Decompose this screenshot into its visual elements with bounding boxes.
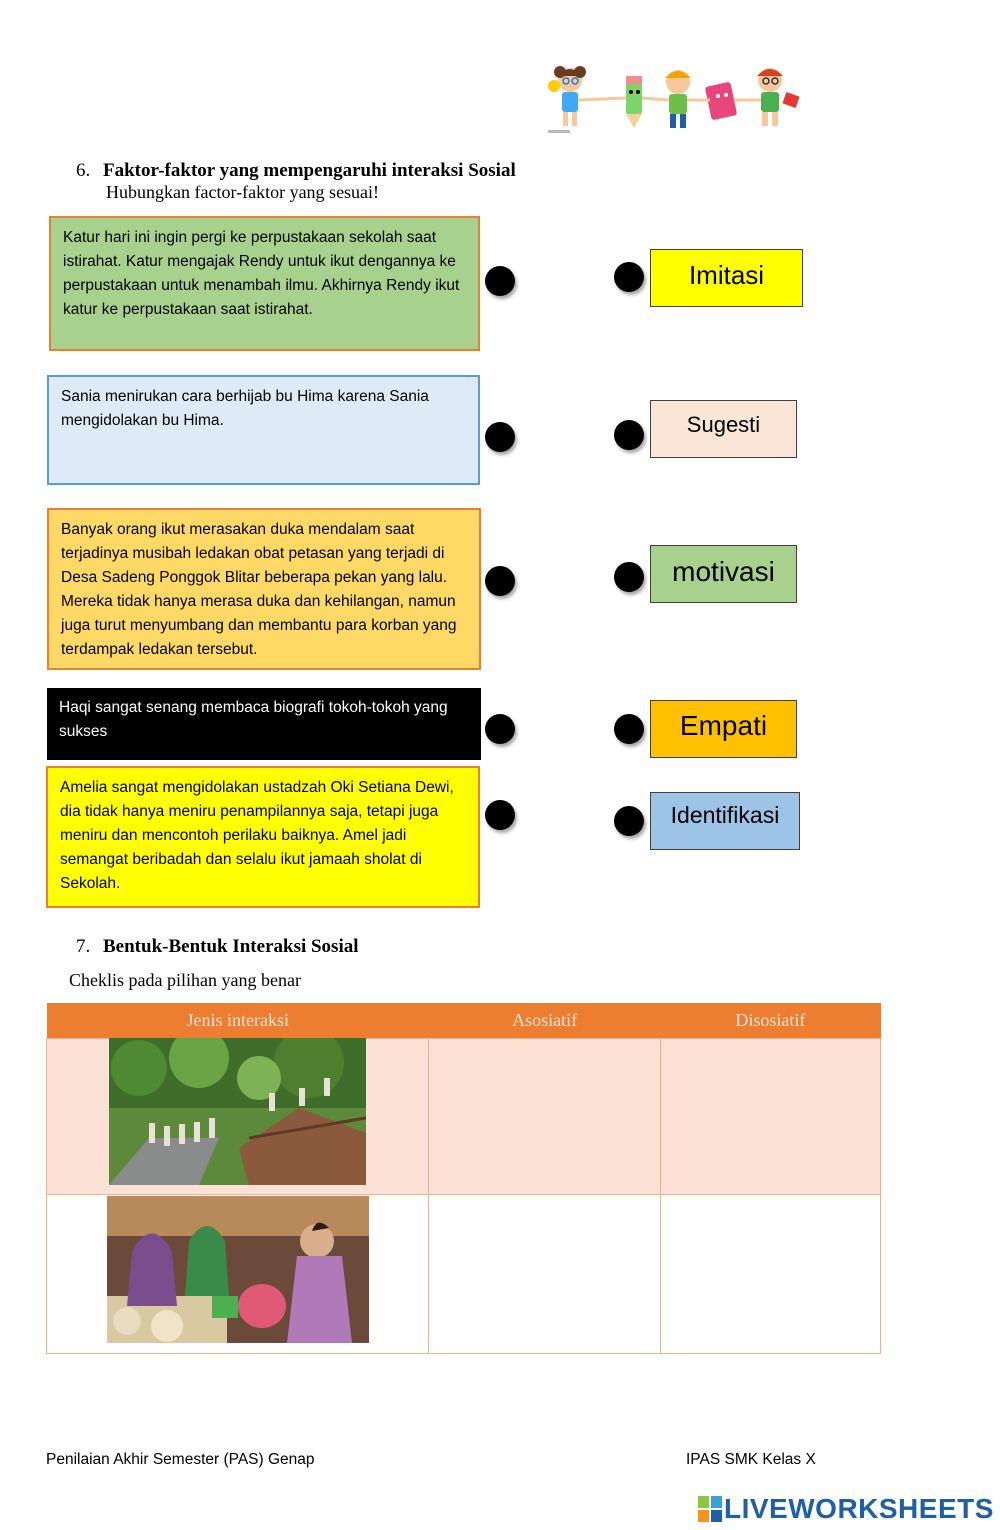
asosiatif-check-cell-2[interactable] xyxy=(429,1195,660,1354)
photo-cell-1 xyxy=(47,1039,429,1195)
statement-card-2 xyxy=(47,375,480,485)
option-motivasi xyxy=(650,545,797,603)
disosiatif-check-cell-1[interactable] xyxy=(660,1039,880,1195)
q6-heading xyxy=(76,160,516,182)
q6-title: Faktor-faktor yang mempengaruhi interaksi Sosial xyxy=(103,160,516,181)
header-disosiatif: Disosiatif xyxy=(660,1003,880,1039)
option-label-2: Sugesti xyxy=(686,412,761,437)
table-row xyxy=(47,1195,881,1354)
statement-text-4: Haqi sangat senang membaca biografi tokoh-tokoh yang sukses xyxy=(59,699,448,740)
liveworksheets-logo xyxy=(698,1493,994,1525)
right-connector-dot-1[interactable] xyxy=(614,262,644,292)
disosiatif-check-cell-2[interactable] xyxy=(660,1195,880,1354)
statement-card-4 xyxy=(47,688,481,760)
q7-heading xyxy=(76,936,359,958)
q7-title: Bentuk-Bentuk Interaksi Sosial xyxy=(103,936,359,957)
photo-cell-2 xyxy=(47,1195,429,1354)
statement-card-3 xyxy=(47,508,481,670)
left-connector-dot-1[interactable] xyxy=(485,266,515,296)
footer-left: Penilaian Akhir Semester (PAS) Genap xyxy=(46,1451,315,1468)
header-jenis: Jenis interaksi xyxy=(47,1003,429,1039)
table-header-row xyxy=(47,1003,881,1039)
option-label-4: Empati xyxy=(679,710,768,741)
right-connector-dot-2[interactable] xyxy=(614,420,644,450)
q7-instruction: Cheklis pada pilihan yang benar xyxy=(69,970,301,990)
interaction-table xyxy=(46,1003,881,1354)
footer-right: IPAS SMK Kelas X xyxy=(686,1451,816,1468)
left-connector-dot-3[interactable] xyxy=(485,566,515,596)
liveworksheets-wordmark: LIVEWORKSHEETS xyxy=(724,1493,994,1524)
asosiatif-check-cell-1[interactable] xyxy=(429,1039,660,1195)
statement-text-2: Sania menirukan cara berhijab bu Hima karena Sania mengidolakan bu Hima. xyxy=(61,388,429,429)
option-label-5: Identifikasi xyxy=(670,801,780,828)
option-sugesti xyxy=(650,400,797,458)
option-label-3: motivasi xyxy=(672,556,775,587)
right-connector-dot-3[interactable] xyxy=(614,562,644,592)
option-label-1: Imitasi xyxy=(688,259,765,290)
q6-number: 6. xyxy=(76,160,91,181)
left-connector-dot-5[interactable] xyxy=(485,800,515,830)
statement-card-5 xyxy=(46,766,480,908)
header-asosiatif: Asosiatif xyxy=(429,1003,660,1039)
option-imitasi xyxy=(650,249,803,307)
q7-number: 7. xyxy=(76,936,91,957)
liveworksheets-badge-icon xyxy=(698,1496,722,1522)
statement-text-3: Banyak orang ikut merasakan duka mendalam saat terjadinya musibah ledakan obat petasan yang terjadi di Desa Sadeng Ponggok Blitar beberapa pekan yang lalu. Mereka tidak hanya merasa duka dan kehilangan, namun juga turut menyumbang dan membantu para korban yang terdampak ledakan tersebut. xyxy=(61,521,457,658)
gotong-royong-photo xyxy=(109,1038,366,1185)
market-photo xyxy=(107,1196,369,1343)
right-connector-dot-5[interactable] xyxy=(614,806,644,836)
statement-card-1 xyxy=(49,216,480,351)
q6-instruction: Hubungkan factor-faktor yang sesuai! xyxy=(106,182,380,202)
option-identifikasi xyxy=(650,792,800,850)
option-empati xyxy=(650,700,797,758)
statement-text-1: Katur hari ini ingin pergi ke perpustakaan sekolah saat istirahat. Katur mengajak Rendy untuk ikut dengannya ke perpustakaan untuk menambah ilmu. Akhirnya Rendy ikut katur ke perpustakaan saat istirahat. xyxy=(63,229,460,318)
table-row xyxy=(47,1039,881,1195)
kids-clipart xyxy=(548,64,810,136)
left-connector-dot-4[interactable] xyxy=(485,714,515,744)
right-connector-dot-4[interactable] xyxy=(614,714,644,744)
statement-text-5: Amelia sangat mengidolakan ustadzah Oki Setiana Dewi, dia tidak hanya meniru penampilannya saja, tetapi juga meniru dan mencontoh perilaku baiknya. Amel jadi semangat beribadah dan selalu ikut jamaah sholat di Sekolah. xyxy=(60,779,454,892)
left-connector-dot-2[interactable] xyxy=(485,422,515,452)
